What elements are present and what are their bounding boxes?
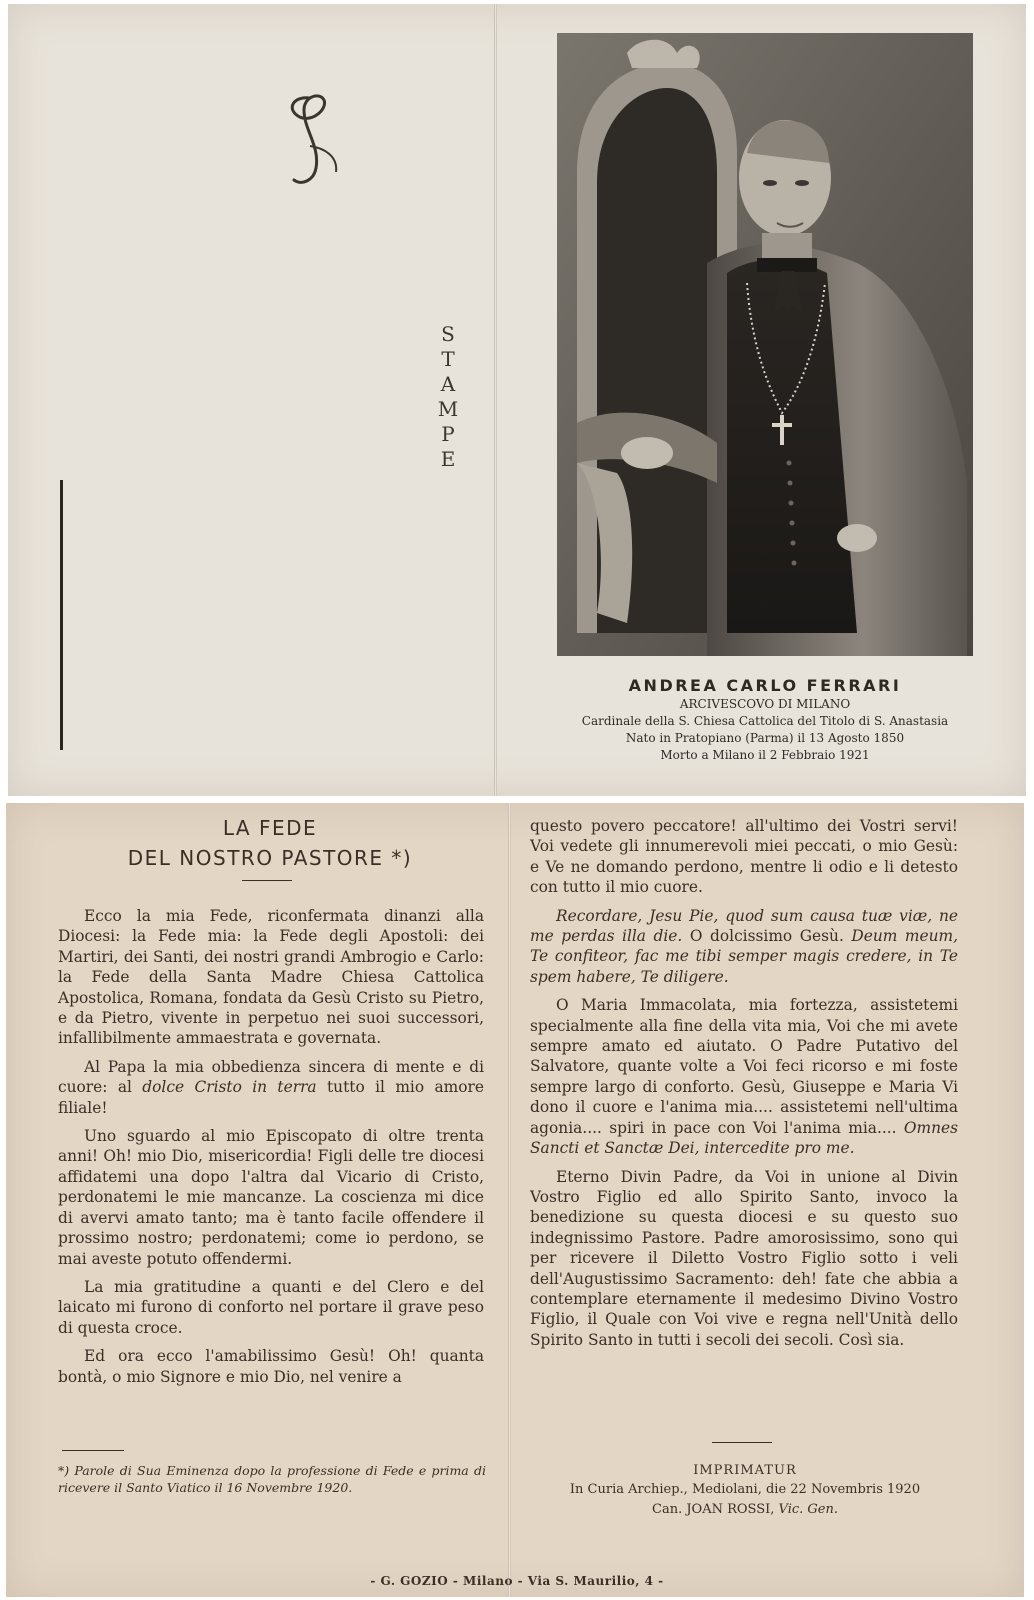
portrait-title: ARCIVESCOVO DI MILANO [679, 697, 851, 711]
portrait-birth-line: Nato in Pratopiano (Parma) il 13 Agosto 1850 [625, 731, 905, 745]
paragraph: questo povero peccatore! all'ultimo dei Vostri servi! Voi vedete gli innumerevoli miei peccati, o mio Gesù: e Ve ne domando perdono, mentre li odio e li detesto con tutto il mio cuore. [530, 817, 958, 897]
footnote-rule [62, 1450, 124, 1451]
portrait-cardinal-line: Cardinale della S. Chiesa Cattolica del Titolo di S. Anastasia [581, 714, 949, 728]
paragraph: Ed ora ecco l'amabilissimo Gesù! Oh! quanta bontà, o mio Signore e mio Dio, nel venire a [58, 1347, 484, 1386]
imprimatur-label: IMPRIMATUR [693, 1463, 797, 1478]
imprimatur-curia: In Curia Archiep., Mediolani, die 22 Novembris 1920 [569, 1482, 921, 1497]
portrait-death-line: Morto a Milano il 2 Febbraio 1921 [660, 748, 870, 762]
footnote: *) Parole di Sua Eminenza dopo la professione di Fede e prima di ricevere il Santo Viatico il 16 Novembre 1920. [58, 1463, 486, 1495]
portrait-name: ANDREA CARLO FERRARI [628, 676, 902, 695]
monogram-logo [280, 86, 350, 196]
paragraph: Ecco la mia Fede, riconfermata dinanzi alla Diocesi: la Fede mia: la Fede degli Apostoli: dei Martiri, dei Santi, dei nostri grandi Ambrogio e Carlo: la Fede della Santa Madre Chiesa Cattolica Apostolica, Romana, fondata da Gesù Cristo su Pietro, e da Pietro, vivente in perpetuo nei suoi successori, infallibilmente ammaestrata e governata. [58, 907, 484, 1048]
address-line [60, 480, 63, 750]
prayer-right-column [530, 816, 958, 1358]
paragraph: O Maria Immacolata, mia fortezza, assistetemi specialmente alla fine della vita mia, Voi che mi avete sempre amato ed aiutato. O Padre Putativo del Salvatore, quante volte a Voi feci ricorso e mi foste sempre largo di conforto. Gesù, Giuseppe e Maria Vi dono il cuore e l'anima mia.... assistetemi nell'ultima agonia.... spiri in pace con Voi l'anima mia.... Omnes Sancti et Sanctæ Dei, intercedite pro me. [530, 996, 958, 1158]
paragraph: Al Papa la mia obbedienza sincera di mente e di cuore: al dolce Cristo in terra tutto il mio amore filiale! [58, 1057, 484, 1117]
fold-line [494, 4, 497, 796]
imprimatur-rule [712, 1442, 772, 1443]
prayer-title-line1: LA FEDE [222, 816, 318, 840]
prayer-left-column [58, 906, 484, 1395]
fold-line [508, 803, 511, 1597]
paragraph: Recordare, Jesu Pie, quod sum causa tuæ viæ, ne me perdas illa die. O dolcissimo Gesù. Deum meum, Te confiteor, fac me tibi semper magis credere, in Te spem habere, Te diligere. [530, 906, 958, 986]
imprimatur-canon: Can. JOAN ROSSI, Vic. Gen. [652, 1502, 838, 1517]
stampe-label: S T A M P E [437, 322, 461, 471]
paragraph: Eterno Divin Padre, da Voi in unione al Divin Vostro Figlio ed allo Spirito Santo, invoco la benedizione su questa diocesi e su questo suo indegnissimo Pastore. Padre amorosissimo, sono qui per ricevere il Diletto Vostro Figlio sotto i veli dell'Augustissimo Sacramento: deh! fate che abbia a contemplare eternamente il medesimo Divino Vostro Figlio, il Quale con Voi vive e regna nell'Unità dello Spirito Santo in tutti i secoli dei secoli. Così sia. [530, 1167, 958, 1349]
title-rule [242, 880, 292, 881]
paragraph: La mia gratitudine a quanti e del Clero e del laicato mi furono di conforto nel portare il grave peso di questa croce. [58, 1277, 484, 1337]
paragraph: Uno sguardo al mio Episcopato di oltre trenta anni! Oh! mio Dio, misericordia! Figli delle tre diocesi affidatemi una dopo l'altra dal Vicario di Cristo, perdonatemi le mie mancanze. La coscienza mi dice di avervi amato tanto; ma è tanto facile offendere il prossimo nostro; perdonatemi; come io perdono, se mai aveste potuto offendermi. [58, 1127, 484, 1268]
cardinal-portrait-photo [557, 33, 973, 656]
prayer-title-line2: DEL NOSTRO PASTORE *) [127, 846, 413, 870]
printer-credit: - G. GOZIO - Milano - Via S. Maurilio, 4 - [370, 1574, 664, 1588]
